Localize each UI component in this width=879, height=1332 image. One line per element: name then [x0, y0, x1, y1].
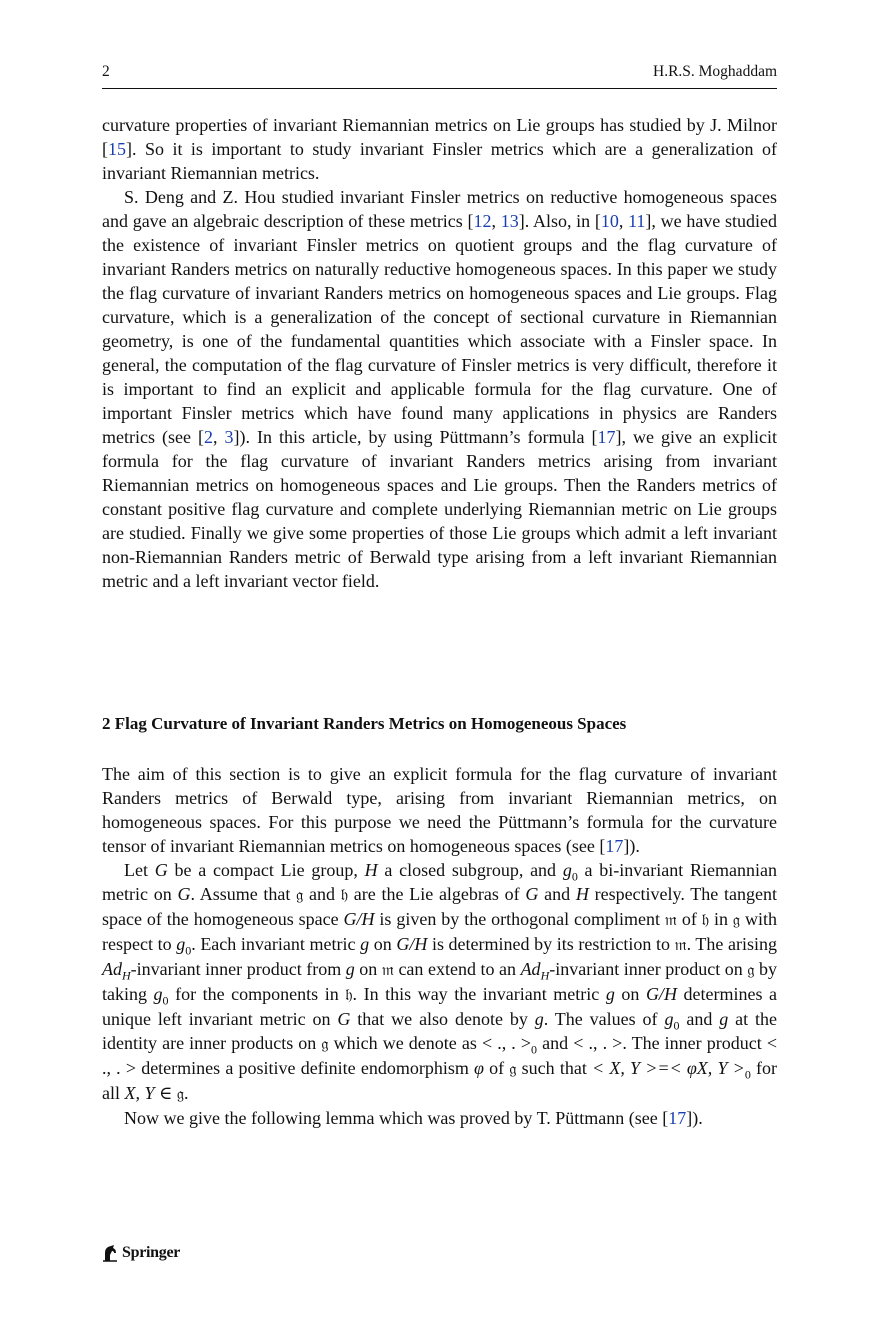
intro-paragraph-1: curvature properties of invariant Riemannian metrics on Lie groups has studied by J. Milnor [15]. So it is important to study invariant Finsler metrics which are a generalization of invariant Riemannian metrics. — [102, 115, 777, 183]
citation-link[interactable]: 2 — [203, 427, 213, 447]
citation-link[interactable]: 17 — [605, 836, 624, 856]
publisher-footer — [102, 1243, 180, 1263]
section-paragraph-3: Now we give the following lemma which was proved by T. Püttmann (see [17]). — [124, 1108, 703, 1128]
section-paragraph-2: Let G be a compact Lie group, H a closed subgroup, and $g_0$ a bi-invariant Riemannian metric on G. Assume that 𝔤 and 𝔥 are the Lie algebras of G and H respectively. The tangent space of the homogeneous space G/H is given by the orthogonal compliment 𝔪 of 𝔥 in 𝔤 with respect to $g_0$. Each invariant metric g on G/H is determined by its restriction to 𝔪. The arising $Ad_H$-invariant inner product from g on 𝔪 can extend to an $Ad_H$-invariant inner product on 𝔤 by taking $g_0$ for the components in 𝔥. In this way the invariant metric g on G/H determines a unique left invariant metric on G that we also denote by g. The values of $g_0$ and g at the identity are inner products on 𝔤 which we denote as < ., . $>_0$ and < ., . >. The inner product < ., . > determines a positive definite endomorphism φ of 𝔤 such that < X, Y >=< φX, $Y >_0$ for all X, Y ∈ 𝔤. — [102, 860, 778, 1103]
citation-link[interactable]: 15 — [108, 139, 126, 159]
citation-link[interactable]: 12 — [473, 211, 492, 231]
running-header — [102, 63, 777, 85]
citation-link[interactable]: 10 — [600, 211, 619, 231]
citation-link[interactable]: 17 — [597, 427, 616, 447]
citation-link[interactable]: 17 — [668, 1108, 687, 1128]
citation-link[interactable]: 3 — [224, 427, 234, 447]
intro-paragraph-2: S. Deng and Z. Hou studied invariant Finsler metrics on reductive homogeneous spaces and gave an algebraic description of these metrics [12, 13]. Also, in [10, 11], we have studied the existence of invariant Finsler metrics on quotient groups and the flag curvature of invariant Randers metrics on naturally reductive homogeneous spaces. In this paper we study the flag curvature of invariant Randers metrics on homogeneous spaces and Lie groups. Flag curvature, which is a generalization of the concept of sectional curvature in Riemannian geometry, is one of the fundamental quantities which associate with a Finsler space. In general, the computation of the flag curvature of Finsler metrics is very difficult, therefore it is important to find an explicit and applicable formula for the flag curvature. One of important Finsler metrics which have found many applications in physics are Randers metrics (see [2, 3]). In this article, by using Püttmann’s formula [17], we give an explicit formula for the flag curvature of invariant Randers metrics arising from invariant Riemannian metrics on homogeneous spaces and Lie groups. Then the Randers metrics of constant positive flag curvature and complete underlying Riemannian metric on Lie groups are studied. Finally we give some properties of those Lie groups which admit a left invariant non-Riemannian Randers metric of Berwald type arising from a left invariant Riemannian metric and a left invariant vector field. — [102, 187, 778, 591]
section-heading: 2 Flag Curvature of Invariant Randers Metrics on Homogeneous Spaces — [102, 714, 627, 733]
section-paragraph-1: The aim of this section is to give an explicit formula for the flag curvature of invariant Randers metrics of Berwald type, arising from invariant Riemannian metrics, on homogeneous spaces. For this purpose we need the Püttmann’s formula for the curvature tensor of invariant Riemannian metrics on homogeneous spaces (see [17]). — [102, 764, 777, 856]
publisher-name: Springer — [122, 1244, 181, 1261]
citation-link[interactable]: 11 — [628, 211, 646, 231]
citation-link[interactable]: 13 — [500, 211, 519, 231]
header-rule — [102, 88, 777, 89]
springer-horse-icon — [102, 1244, 118, 1262]
page-number: 2 — [102, 63, 110, 80]
section-text — [102, 762, 777, 1130]
intro-text — [102, 113, 777, 593]
running-author: H.R.S. Moghaddam — [653, 63, 777, 80]
